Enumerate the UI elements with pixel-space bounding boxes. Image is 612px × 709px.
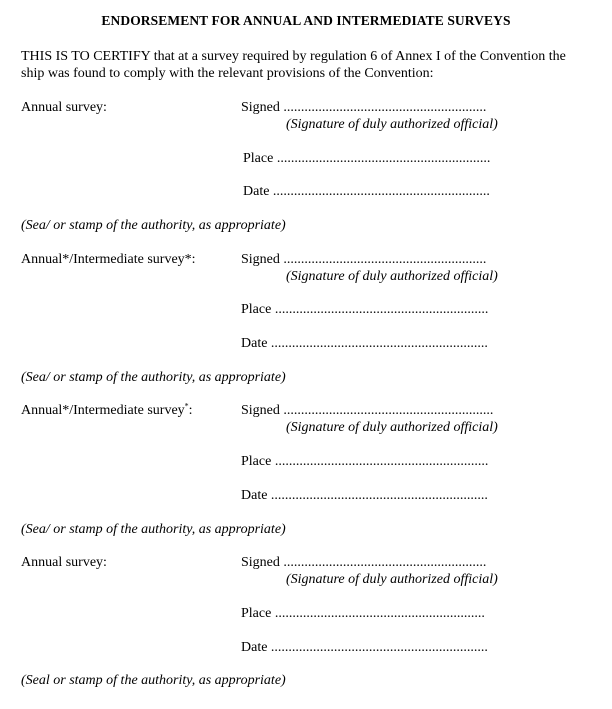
survey-label-4: Annual survey: [21,555,107,570]
place-field-4[interactable]: Place ............................................................ [241,606,485,621]
place-field-3[interactable]: Place ............................................................. [241,454,489,469]
seal-note-1: (Sea/ or stamp of the authority, as appropriate) [21,218,286,233]
signed-field-4[interactable]: Signed .......................................................... [241,555,487,570]
seal-note-3: (Sea/ or stamp of the authority, as appropriate) [21,522,286,537]
signature-caption-1: (Signature of duly authorized official) [286,117,498,132]
survey-label-2: Annual*/Intermediate survey*: [21,252,196,267]
survey-label-3 [21,402,193,419]
survey-label-3-text: Annual*/Intermediate survey [21,403,185,418]
seal-note-4: (Seal or stamp of the authority, as appropriate) [21,673,286,688]
certification-line-1: THIS IS TO CERTIFY that at a survey required by regulation 6 of Annex I of the Convention the [21,49,566,64]
signature-caption-4: (Signature of duly authorized official) [286,572,498,587]
date-field-2[interactable]: Date .............................................................. [241,336,488,351]
place-field-1[interactable]: Place ............................................................. [243,151,491,166]
place-field-2[interactable]: Place ............................................................. [241,302,489,317]
signature-caption-2: (Signature of duly authorized official) [286,269,498,284]
signed-field-2[interactable]: Signed .......................................................... [241,252,487,267]
date-field-4[interactable]: Date .............................................................. [241,640,488,655]
survey-label-1: Annual survey: [21,100,107,115]
date-field-3[interactable]: Date .............................................................. [241,488,488,503]
certification-line-2: ship was found to comply with the relevant provisions of the Convention: [21,66,434,81]
certification-statement [21,48,606,82]
date-field-1[interactable]: Date .............................................................. [243,184,490,199]
seal-note-2: (Sea/ or stamp of the authority, as appropriate) [21,370,286,385]
footnote-marker: * [184,401,189,411]
survey-label-3-colon: : [188,403,193,418]
signed-field-1[interactable]: Signed .......................................................... [241,100,487,115]
signed-field-3[interactable]: Signed ............................................................ [241,403,494,418]
signature-caption-3: (Signature of duly authorized official) [286,420,498,435]
page-title: ENDORSEMENT FOR ANNUAL AND INTERMEDIATE SURVEYS [101,13,511,28]
